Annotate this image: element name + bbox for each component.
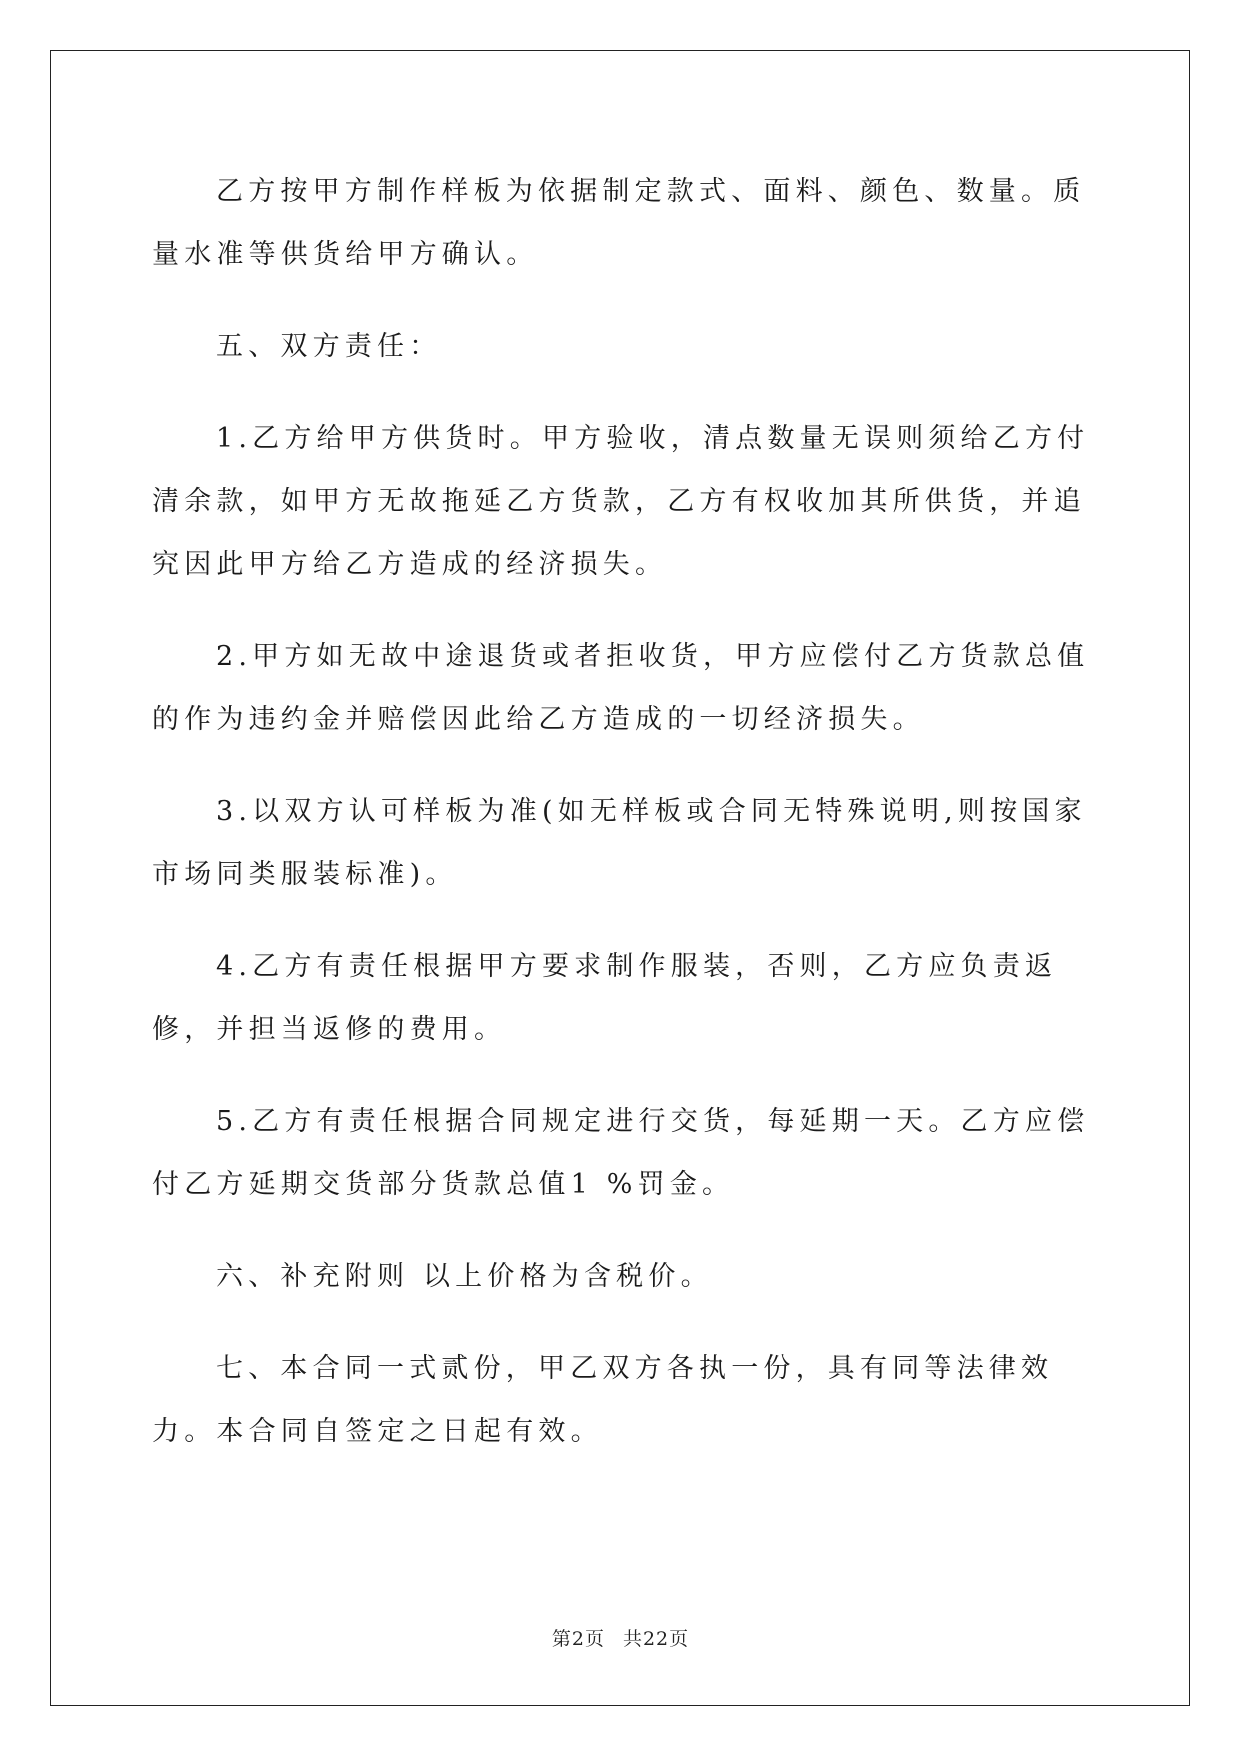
- clause-4-repair: 4.乙方有责任根据甲方要求制作服装，否则，乙方应负责返修，并担当返修的费用。: [152, 951, 1058, 1045]
- paragraph-sample-basis: 乙方按甲方制作样板为依据制定款式、面料、颜色、数量。质量水准等供货给甲方确认。: [152, 176, 1086, 270]
- clause-5-delay: 5.乙方有责任根据合同规定进行交货，每延期一天。乙方应偿付乙方延期交货部分货款总值1 %罚金。: [152, 1106, 1090, 1200]
- section-copies-validity: 七、本合同一式贰份，甲乙双方各执一份，具有同等法律效力。本合同自签定之日起有效。: [152, 1353, 1054, 1447]
- section-supplementary: 六、补充附则 以上价格为含税价。: [216, 1261, 713, 1292]
- page-number: 第2页: [551, 1628, 605, 1650]
- document-body: [152, 160, 1092, 1463]
- page-footer: [0, 1624, 1241, 1651]
- section-heading-responsibilities: 五、双方责任：: [216, 331, 442, 362]
- clause-2-returns: 2.甲方如无故中途退货或者拒收货，甲方应偿付乙方货款总值的作为违约金并赔偿因此给乙方造成的一切经济损失。: [152, 641, 1090, 735]
- clause-3-standard: 3.以双方认可样板为准(如无样板或合同无特殊说明,则按国家市场同类服装标准)。: [152, 796, 1087, 890]
- page-total: 共22页: [622, 1628, 690, 1650]
- clause-1-delivery: 1.乙方给甲方供货时。甲方验收，清点数量无误则须给乙方付清余款，如甲方无故拖延乙方货款，乙方有权收加其所供货，并追究因此甲方给乙方造成的经济损失。: [152, 423, 1090, 580]
